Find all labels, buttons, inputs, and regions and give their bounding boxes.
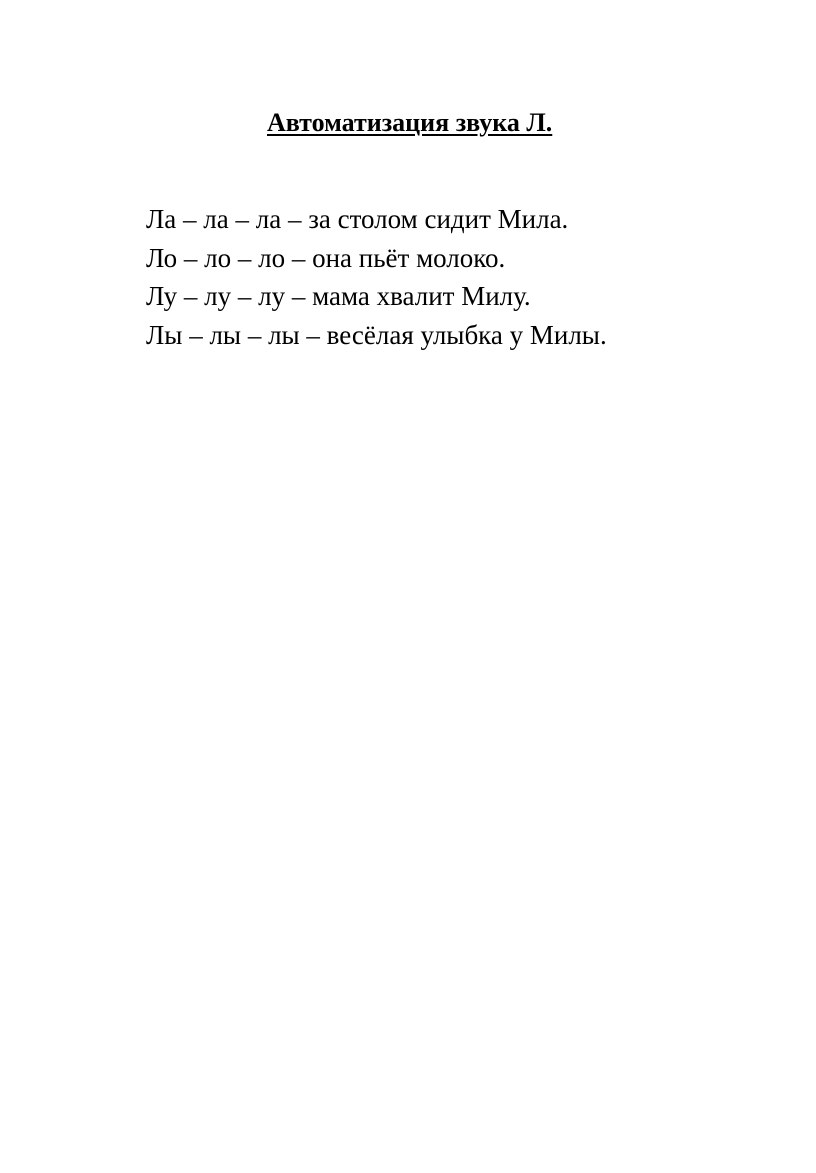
poem-line: Лу – лу – лу – мама хвалит Милу. (146, 281, 531, 311)
poem-line: Ло – ло – ло – она пьёт молоко. (146, 242, 506, 273)
poem-lines (146, 200, 607, 354)
poem-line: Лы – лы – лы – весёлая улыбка у Милы. (146, 319, 607, 350)
poem-line: Ла – ла – ла – за столом сидит Мила. (146, 204, 569, 234)
page-title: Автоматизация звука Л. (267, 108, 553, 137)
